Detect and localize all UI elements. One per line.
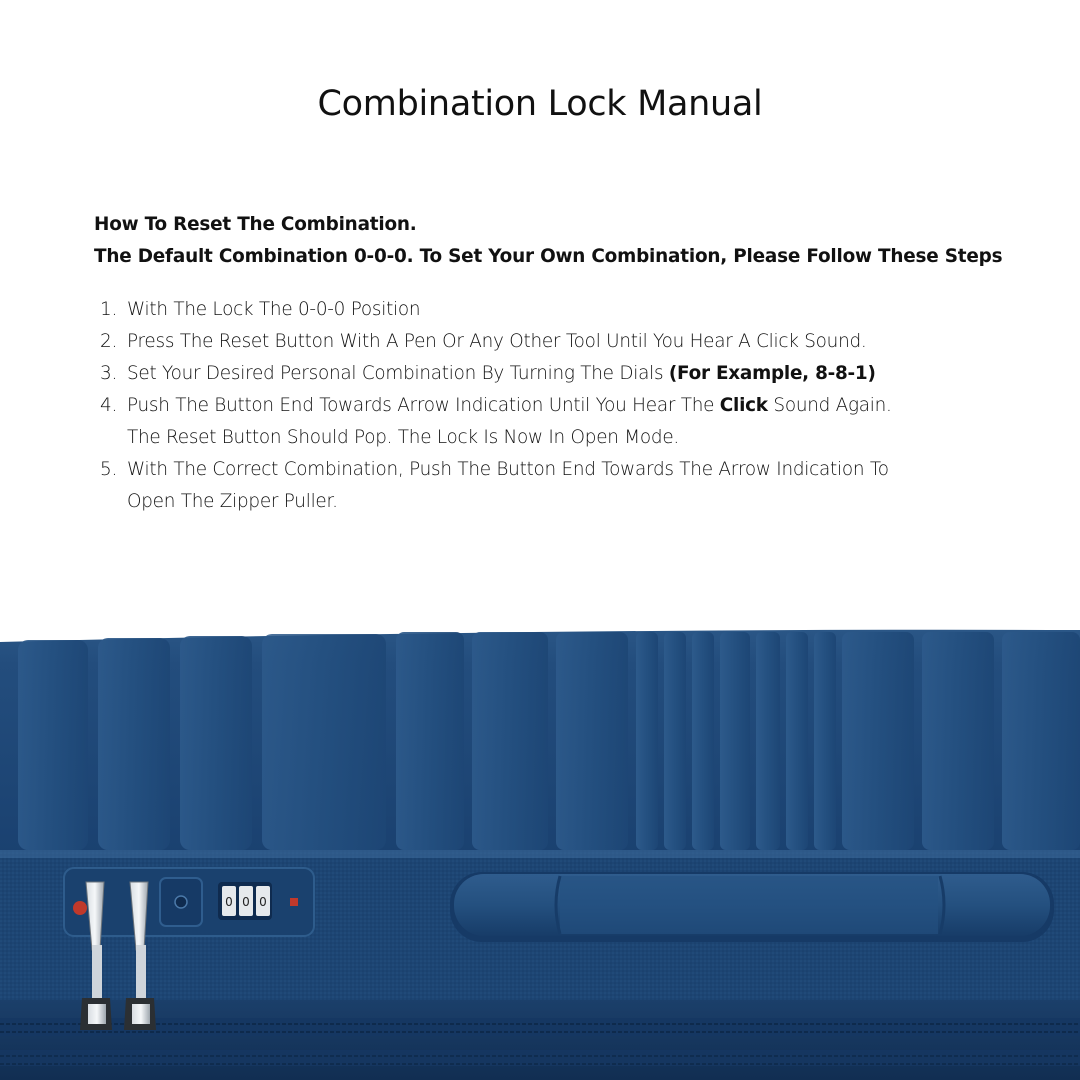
- intro-heading: How To Reset The Combination.: [94, 214, 417, 235]
- step-item: [100, 326, 1000, 358]
- svg-text:0: 0: [225, 895, 233, 909]
- step-text: Press The Reset Button With A Pen Or Any Other Tool Until You Hear A Click Sound.: [127, 331, 867, 352]
- step-item: [100, 294, 1000, 326]
- carry-handle: [450, 872, 1054, 942]
- step-item: [100, 390, 1000, 454]
- step-number: 3.: [100, 363, 118, 384]
- svg-text:0: 0: [242, 895, 250, 909]
- intro-subheading: The Default Combination 0-0-0. To Set Your Own Combination, Please Follow These Steps: [94, 246, 1003, 267]
- step-text: With The Lock The 0-0-0 Position: [127, 299, 421, 320]
- step-text-part: Sound Again.: [767, 395, 892, 416]
- step-number: 2.: [100, 331, 118, 352]
- step-text: [127, 358, 876, 390]
- steps-list: [100, 294, 1000, 518]
- step-text-part: Push The Button End Towards Arrow Indication Until You Hear The: [127, 395, 720, 416]
- step-text-line1: With The Correct Combination, Push The Button End Towards The Arrow Indication To: [127, 459, 889, 480]
- step-text-line2: Open The Zipper Puller.: [127, 491, 338, 512]
- step-number: 4.: [100, 395, 118, 416]
- step-text: [127, 454, 889, 518]
- step-text-bold: (For Example, 8-8-1): [668, 363, 876, 384]
- step-text-line2: The Reset Button Should Pop. The Lock Is Now In Open Mode.: [127, 427, 679, 448]
- suitcase-photo: [0, 620, 1080, 1080]
- step-item: [100, 358, 1000, 390]
- step-number: 1.: [100, 299, 118, 320]
- svg-text:0: 0: [259, 895, 267, 909]
- step-text: [127, 390, 892, 454]
- step-number: 5.: [100, 459, 118, 480]
- step-item: [100, 454, 1000, 518]
- step-text-part: Set Your Desired Personal Combination By Turning The Dials: [127, 363, 669, 384]
- intro-section: [94, 209, 1054, 273]
- page-title: Combination Lock Manual: [317, 84, 763, 124]
- step-text-bold: Click: [719, 395, 768, 416]
